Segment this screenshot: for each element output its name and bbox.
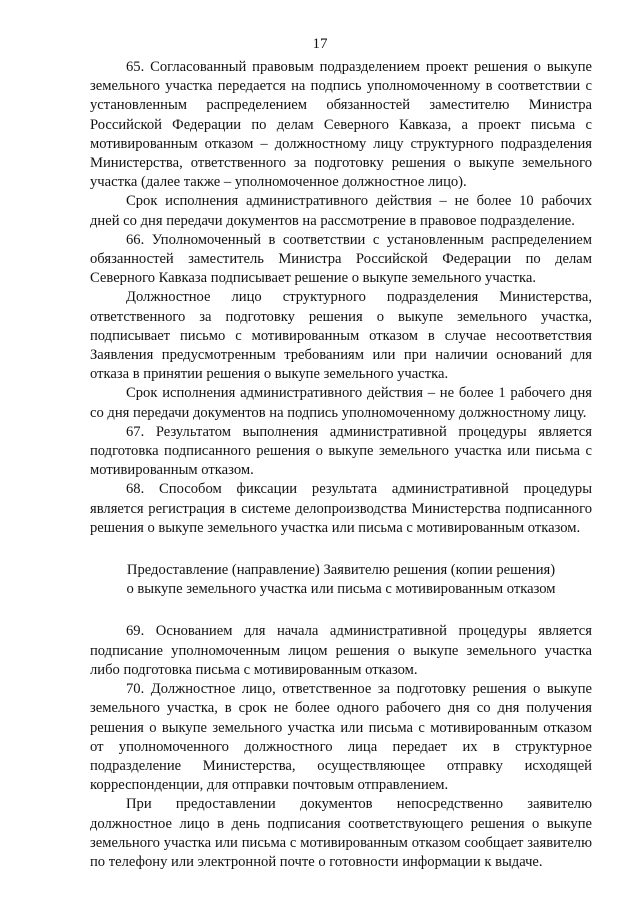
spacer: [90, 599, 592, 622]
spacer: [90, 538, 592, 561]
paragraph-66-deadline: Срок исполнения административного действия – не более 1 рабочего дня со дня передачи документов на подпись уполномоченному должностному лицу.: [90, 385, 592, 421]
section-heading: [90, 561, 592, 599]
paragraph-69: 69. Основанием для начала административной процедуры является подписание уполномоченным лицом решения о выкупе земельного участка либо подготовка письма с мотивированным отказом.: [90, 623, 592, 678]
paragraph-65: 65. Согласованный правовым подразделением проект решения о выкупе земельного участка передается на подпись уполномоченному в соответствии с установленным распределением обязанностей заместителю Министра Российской Федерации по делам Северного Кавказа, а проект письма с мотивированным отказом – должностному лицу структурного подразделения Министерства, ответственного за подготовку решения о выкупе земельного участка (далее также – уполномоченное должностное лицо).: [90, 59, 592, 191]
page-number: 17: [312, 36, 328, 52]
paragraph-70: 70. Должностное лицо, ответственное за подготовку решения о выкупе земельного участка, в срок не более одного рабочего дня со дня получения решения о выкупе земельного участка или письма с мотивированным отказом от уполномоченного должностного лица передает их в структурное подразделение Министерства, осуществляющее отправку исходящей корреспонденции, для отправки почтовым отправлением.: [90, 681, 592, 794]
paragraph-67: 67. Результатом выполнения административной процедуры является подготовка подписанного решения о выкупе земельного участка или письма с мотивированным отказом.: [90, 423, 592, 479]
paragraph-66: 66. Уполномоченный в соответствии с установленным распределением обязанностей заместитель Министра Российской Федерации по делам Северного Кавказа подписывает решение о выкупе земельного участка.: [90, 231, 592, 287]
paragraph-66-official: Должностное лицо структурного подразделения Министерства, ответственного за подготовку решения о выкупе земельного участка, подписывает письмо с мотивированным отказом в случае несоответствия Заявления предусмотренным требованиям или при наличии оснований для отказа в принятии решения о выкупе земельного участка.: [90, 289, 592, 383]
paragraph-68: 68. Способом фиксации результата административной процедуры является регистрация в системе делопроизводства Министерства подписанного решения о выкупе земельного участка или письма с мотивированным отказом.: [90, 481, 592, 536]
document-body: [90, 58, 592, 872]
paragraph-65-deadline: Срок исполнения административного действия – не более 10 рабочих дней со дня передачи документов на рассмотрение в правовое подразделение.: [90, 193, 592, 229]
section-heading-line-1: Предоставление (направление) Заявителю решения (копии решения): [126, 562, 556, 579]
section-heading-line-2: о выкупе земельного участка или письма с мотивированным отказом: [126, 581, 556, 598]
paragraph-70-notification: При предоставлении документов непосредственно заявителю должностное лицо в день подписания соответствующего решения о выкупе земельного участка или письма с мотивированным отказом сообщает заявителю по телефону или электронной почте о готовности информации к выдаче.: [90, 796, 592, 870]
